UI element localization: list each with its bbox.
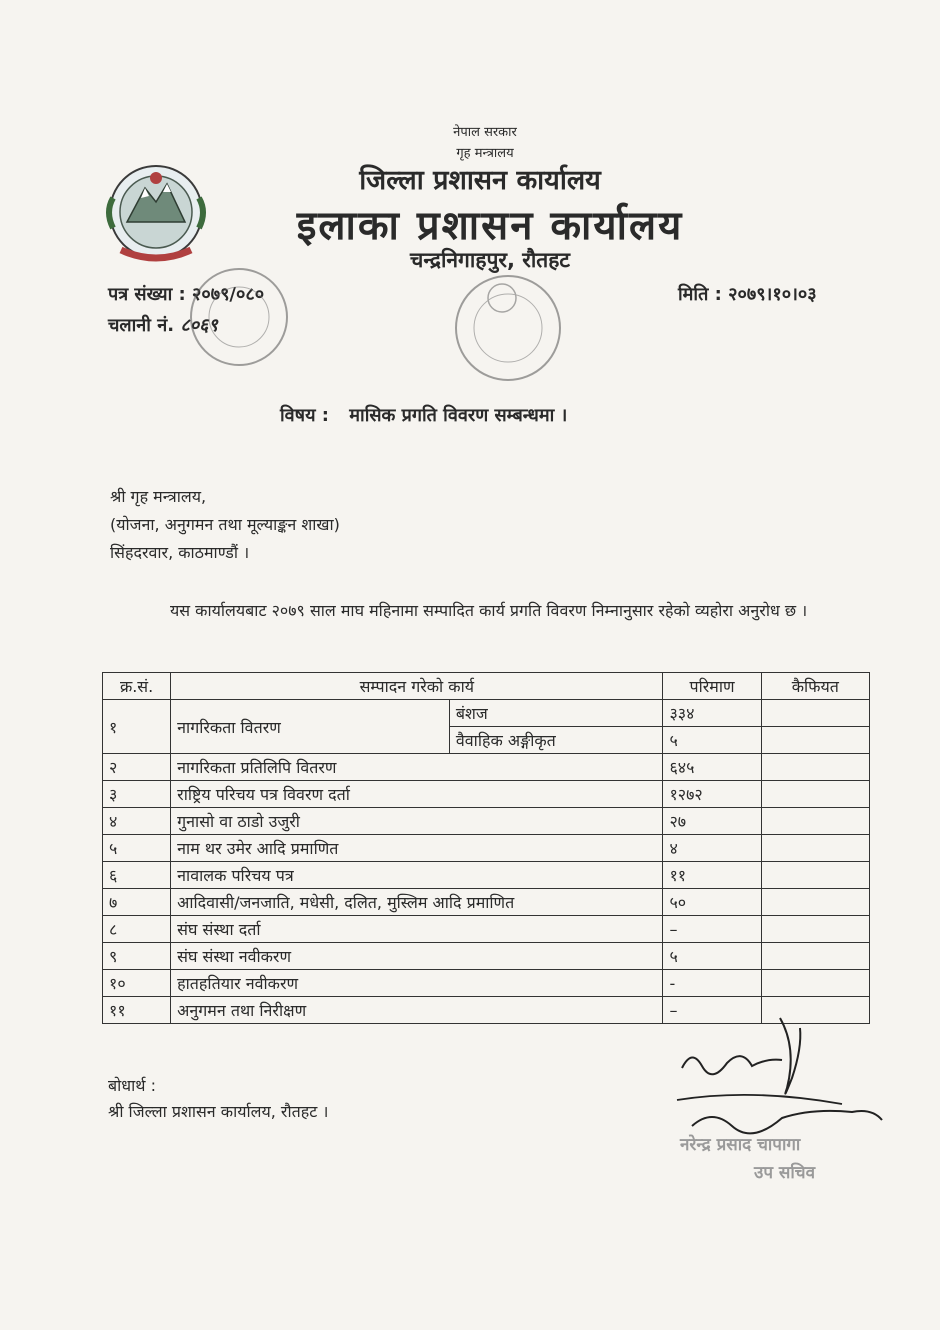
cell-work: आदिवासी/जनजाति, मधेसी, दलित, मुस्लिम आदि प्रमाणित — [171, 889, 663, 916]
government-name: नेपाल सरकार — [453, 125, 517, 140]
handwritten-signature — [672, 1008, 902, 1138]
date-value: २०७९।१०।०३ — [728, 284, 817, 305]
subject-label: विषय : — [280, 405, 329, 426]
header-sn: क्र.सं. — [103, 673, 171, 700]
cell-sn: ९ — [103, 943, 171, 970]
ministry-name: गृह मन्त्रालय — [456, 146, 514, 161]
office-stamp-center — [452, 268, 564, 390]
reference-value: २०७९/०८० — [191, 284, 265, 305]
area-office-name: इलाका प्रशासन कार्यालय — [296, 203, 684, 249]
cell-remarks — [761, 835, 869, 862]
letter-date — [678, 282, 817, 306]
signatory-title: उप सचिव — [754, 1163, 816, 1183]
cc-label: बोधार्थ : — [108, 1076, 156, 1095]
cell-subwork: बंशज — [449, 700, 663, 727]
dispatch-value: ८०६९ — [180, 315, 218, 336]
cc-recipient: श्री जिल्ला प्रशासन कार्यालय, रौतहट । — [108, 1102, 329, 1121]
cell-remarks — [761, 808, 869, 835]
cell-quantity: ५० — [663, 889, 761, 916]
progress-table — [102, 672, 870, 1024]
cell-sn: ५ — [103, 835, 171, 862]
reference-label: पत्र संख्या : — [108, 284, 186, 305]
header-remarks: कैफियत — [761, 673, 869, 700]
cell-remarks — [761, 781, 869, 808]
cell-work: नागरिकता वितरण — [171, 700, 450, 754]
cell-work: राष्ट्रिय परिचय पत्र विवरण दर्ता — [171, 781, 663, 808]
header-quantity: परिमाण — [663, 673, 761, 700]
letter-body: यस कार्यालयबाट २०७९ साल माघ महिनामा सम्पादित कार्य प्रगति विवरण निम्नानुसार रहेको व्यहोरा अनुरोध छ । — [170, 601, 808, 620]
cell-work: संघ संस्था नवीकरण — [171, 943, 663, 970]
cell-sn: ६ — [103, 862, 171, 889]
cell-quantity: ५ — [663, 727, 761, 754]
cell-sn: ७ — [103, 889, 171, 916]
cell-remarks — [761, 916, 869, 943]
table-row — [103, 754, 870, 781]
cell-work: नाम थर उमेर आदि प्रमाणित — [171, 835, 663, 862]
cell-remarks — [761, 754, 869, 781]
dispatch-label: चलानी नं. — [108, 315, 175, 336]
cell-remarks — [761, 862, 869, 889]
cell-work: संघ संस्था दर्ता — [171, 916, 663, 943]
table-row — [103, 970, 870, 997]
cell-remarks — [761, 727, 869, 754]
addressee-line-1: श्री गृह मन्त्रालय, — [110, 487, 207, 506]
table-row — [103, 808, 870, 835]
subject-text: मासिक प्रगति विवरण सम्बन्धमा । — [349, 405, 568, 426]
cell-remarks — [761, 970, 869, 997]
cell-quantity: २७ — [663, 808, 761, 835]
signatory-name: नरेन्द्र प्रसाद चापागा — [680, 1135, 801, 1155]
date-label: मिति : — [678, 284, 722, 305]
cell-sn: ३ — [103, 781, 171, 808]
table-header-row — [103, 673, 870, 700]
cell-remarks — [761, 889, 869, 916]
cell-work: अनुगमन तथा निरीक्षण — [171, 997, 663, 1024]
cell-quantity: १२७२ — [663, 781, 761, 808]
table-row — [103, 889, 870, 916]
cell-sn: १० — [103, 970, 171, 997]
cell-quantity: – — [663, 997, 761, 1024]
header-work: सम्पादन गरेको कार्य — [171, 673, 663, 700]
table-row — [103, 781, 870, 808]
addressee-line-2: (योजना, अनुगमन तथा मूल्याङ्कन शाखा) — [110, 515, 340, 534]
table-row — [103, 835, 870, 862]
cell-sn: ८ — [103, 916, 171, 943]
cell-work: नावालक परिचय पत्र — [171, 862, 663, 889]
cell-work: नागरिकता प्रतिलिपि वितरण — [171, 754, 663, 781]
table-row — [103, 943, 870, 970]
table-row — [103, 862, 870, 889]
table-row — [103, 916, 870, 943]
cell-sn: १ — [103, 700, 171, 754]
cell-remarks — [761, 943, 869, 970]
subject-line — [280, 403, 567, 427]
addressee-line-3: सिंहदरवार, काठमाण्डौं । — [110, 543, 250, 562]
cell-sn: ११ — [103, 997, 171, 1024]
district-office-name: जिल्ला प्रशासन कार्यालय — [359, 165, 601, 196]
cell-quantity: ११ — [663, 862, 761, 889]
cell-work: गुनासो वा ठाडो उजुरी — [171, 808, 663, 835]
cell-quantity: ४ — [663, 835, 761, 862]
cell-sn: २ — [103, 754, 171, 781]
cell-quantity: ३३४ — [663, 700, 761, 727]
cell-subwork: वैवाहिक अङ्गीकृत — [449, 727, 663, 754]
cell-remarks — [761, 700, 869, 727]
cell-sn: ४ — [103, 808, 171, 835]
cell-quantity: - — [663, 970, 761, 997]
cell-quantity: ६४५ — [663, 754, 761, 781]
cell-quantity: ५ — [663, 943, 761, 970]
office-stamp-left — [184, 262, 294, 372]
office-address: चन्द्रनिगाहपुर, रौतहट — [409, 248, 571, 272]
nepal-emblem-logo — [97, 158, 215, 270]
table-row — [103, 700, 870, 727]
cell-work: हातहतियार नवीकरण — [171, 970, 663, 997]
cell-quantity: – — [663, 916, 761, 943]
